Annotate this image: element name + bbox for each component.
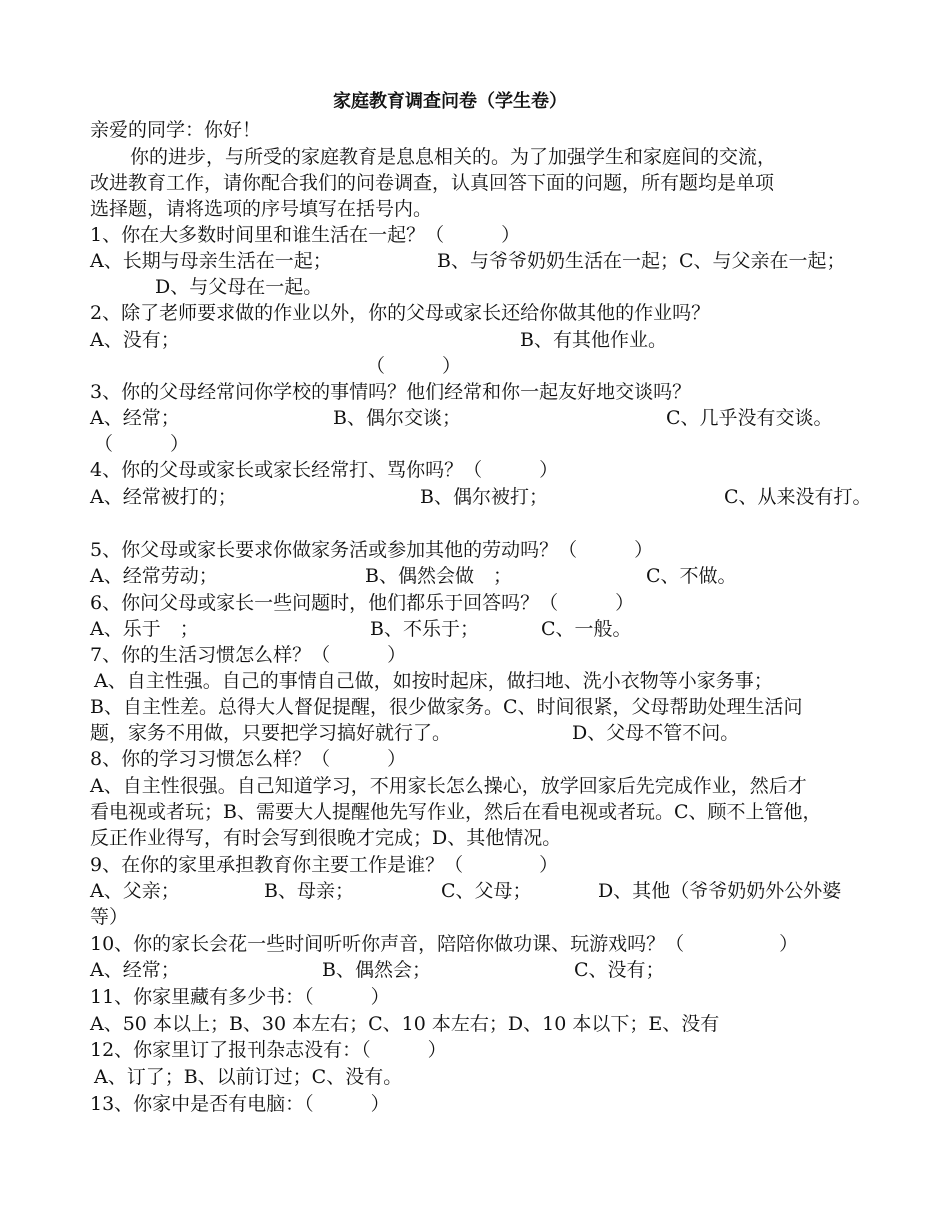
question-3-answer-blank: （ ） [94, 433, 190, 455]
question-4-option-a: A、经常被打的； [90, 486, 237, 508]
question-8-line-2: 看电视或者玩；B、需要大人提醒他先写作业，然后在看电视或者玩。C、顾不上管他， [90, 801, 822, 823]
question-11-stem: 11、你家里藏有多少书：（ ） [90, 986, 390, 1008]
question-2-option-a: A、没有； [90, 329, 180, 351]
question-6-stem: 6、你问父母或家长一些问题时，他们都乐于回答吗？（ ） [90, 592, 635, 614]
question-9-option-b: B、母亲； [264, 880, 354, 902]
question-4-option-c: C、从来没有打。 [724, 486, 872, 508]
question-10-option-c: C、没有； [574, 959, 665, 981]
page-title: 家庭教育调查问卷（学生卷） [333, 91, 567, 112]
question-7-line-3: 题，家务不用做，只要把学习搞好就行了。 [90, 722, 452, 744]
question-7-option-d: D、父母不管不问。 [572, 722, 740, 744]
question-9-option-a: A、父亲； [90, 880, 180, 902]
question-8-stem: 8、你的学习习惯怎么样？（ ） [90, 748, 407, 770]
question-5-option-a: A、经常劳动； [90, 565, 218, 587]
question-3-option-b: B、偶尔交谈； [333, 407, 461, 429]
question-5-stem: 5、你父母或家长要求你做家务活或参加其他的劳动吗？（ ） [90, 539, 654, 561]
question-9-stem: 9、在你的家里承担教育你主要工作是谁？（ ） [90, 854, 559, 876]
question-12-stem: 12、你家里订了报刊杂志没有：（ ） [90, 1039, 447, 1061]
question-2-answer-blank: （ ） [366, 355, 462, 377]
question-7-line-2: B、自主性差。总得大人督促提醒，很少做家务。C、时间很紧，父母帮助处理生活问 [90, 696, 803, 718]
question-5-option-c: C、不做。 [646, 565, 737, 587]
question-6-option-c: C、一般。 [541, 618, 632, 640]
greeting: 亲爱的同学：你好！ [90, 119, 262, 141]
intro-line-3: 选择题，请将选项的序号填写在括号内。 [90, 198, 433, 220]
question-2-stem: 2、除了老师要求做的作业以外，你的父母或家长还给你做其他的作业吗？ [90, 302, 711, 324]
question-3-option-a: A、经常； [90, 407, 180, 429]
question-1-option-a: A、长期与母亲生活在一起； [90, 250, 332, 272]
question-9-option-d: D、其他（爷爷奶奶外公外婆 [598, 880, 842, 902]
question-8-line-1: A、自主性很强。自己知道学习，不用家长怎么操心，放学回家后先完成作业，然后才 [90, 775, 807, 797]
question-1-option-d: D、与父母在一起。 [155, 276, 323, 298]
question-2-option-b: B、有其他作业。 [520, 329, 667, 351]
question-8-line-3: 反正作业得写，有时会写到很晚才完成；D、其他情况。 [90, 827, 562, 849]
question-13-stem: 13、你家中是否有电脑：（ ） [90, 1093, 390, 1115]
question-6-option-b: B、不乐于； [370, 618, 479, 640]
question-10-option-a: A、经常； [90, 959, 180, 981]
question-10-stem: 10、你的家长会花一些时间听听你声音，陪陪你做功课、玩游戏吗？（ ） [90, 933, 799, 955]
question-4-stem: 4、你的父母或家长或家长经常打、骂你吗？（ ） [90, 459, 559, 481]
question-9-option-c: C、父母； [441, 880, 532, 902]
question-1-option-b: B、与爷爷奶奶生活在一起；C、与父亲在一起； [437, 250, 846, 272]
question-4-option-b: B、偶尔被打； [420, 486, 548, 508]
question-11-options: A、50 本以上；B、30 本左右；C、10 本左右；D、10 本以下；E、没有 [90, 1013, 720, 1035]
question-6-option-a: A、乐于 ； [90, 618, 199, 640]
question-3-option-c: C、几乎没有交谈。 [666, 407, 833, 429]
question-7-stem: 7、你的生活习惯怎么样？（ ） [90, 644, 407, 666]
question-10-option-b: B、偶然会； [322, 959, 431, 981]
intro-line-2: 改进教育工作，请你配合我们的问卷调查，认真回答下面的问题，所有题均是单项 [90, 172, 775, 194]
question-7-line-1: A、自主性强。自己的事情自己做，如按时起床，做扫地、洗小衣物等小家务事； [94, 670, 773, 692]
question-12-options: A、订了；B、以前订过；C、没有。 [94, 1066, 403, 1088]
question-3-stem: 3、你的父母经常问你学校的事情吗？他们经常和你一起友好地交谈吗？ [90, 381, 692, 403]
intro-line-1: 你的进步，与所受的家庭教育是息息相关的。为了加强学生和家庭间的交流， [130, 146, 777, 168]
question-5-option-b: B、偶然会做 ； [365, 565, 512, 587]
question-1-stem: 1、你在大多数时间里和谁生活在一起？（ ） [90, 224, 521, 246]
question-9-option-d-cont: 等） [90, 906, 129, 928]
